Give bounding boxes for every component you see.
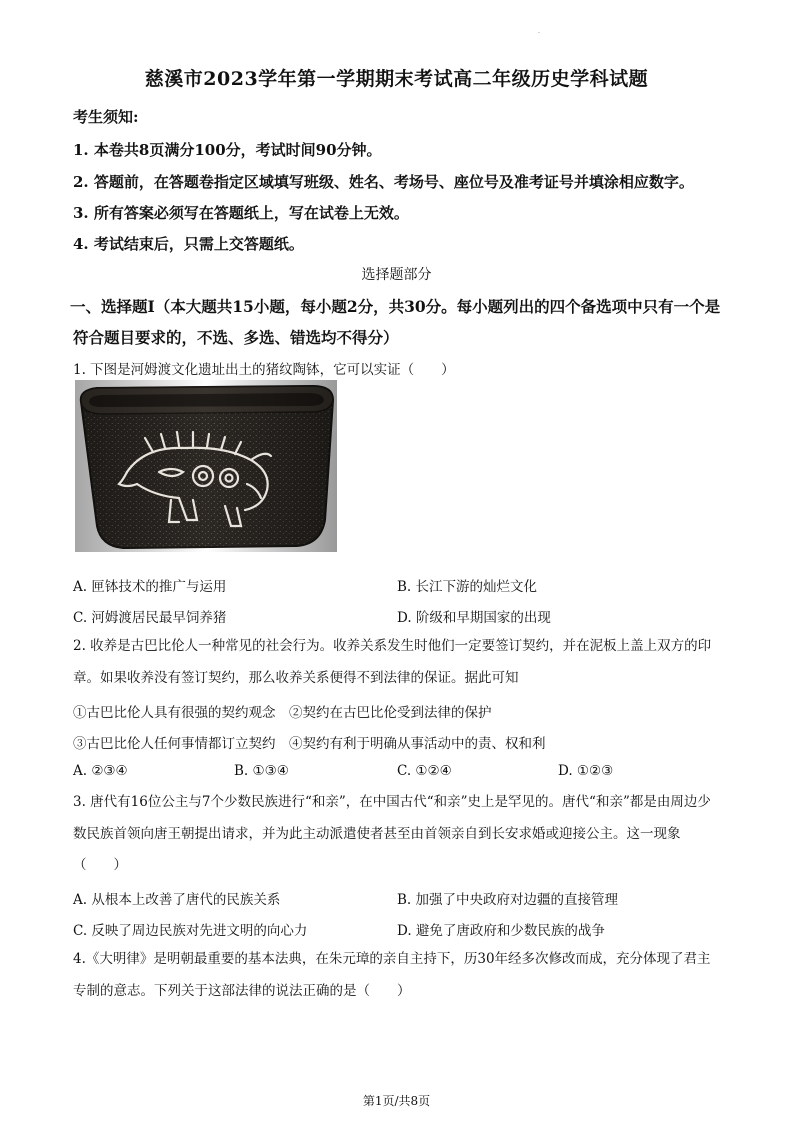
exam-title: 慈溪市2023学年第一学期期末考试高二年级历史学科试题: [144, 68, 649, 90]
notice-item: 3. 所有答案必须写在答题纸上，写在试卷上无效。: [73, 204, 409, 222]
question-4-stem: 4.《大明律》是明朝最重要的基本法典，在朱元璋的亲自主持下，历30年经多次修改而成，充分体现了君主专制的意志。下列关于这部法律的说法正确的是（ ）: [73, 951, 711, 999]
question-3-option-a: A. 从根本上改善了唐代的民族关系: [73, 892, 281, 908]
notice-item: 2. 答题前，在答题卷指定区域填写班级、姓名、考场号、座位号及准考证号并填涂相应数字。: [73, 173, 694, 191]
question-3-option-b: B. 加强了中央政府对边疆的直接管理: [397, 892, 619, 908]
notice-item: 4. 考试结束后，只需上交答题纸。: [73, 235, 304, 253]
page-footer: 第1页/共8页: [362, 1094, 431, 1108]
question-2-option-c: C. ①②④: [397, 763, 452, 779]
question-2-statements-line-1: ①古巴比伦人具有很强的契约观念 ②契约在古巴比伦受到法律的保护: [73, 705, 492, 721]
pig-pattern-pottery-bowl-image: [75, 380, 337, 552]
question-1-option-c: C. 河姆渡居民最早饲养猪: [73, 610, 227, 626]
question-2-option-d: D. ①②③: [558, 763, 614, 779]
question-2-option-a: A. ②③④: [73, 763, 128, 779]
question-1-stem: 1. 下图是河姆渡文化遗址出土的猪纹陶钵，它可以实证（ ）: [73, 362, 455, 378]
question-1-option-d: D. 阶级和早期国家的出现: [397, 610, 551, 626]
question-2-option-b: B. ①③④: [234, 763, 289, 779]
notice-heading: 考生须知:: [73, 108, 139, 126]
section-title: 选择题部分: [361, 267, 432, 283]
notice-item: 1. 本卷共8页满分100分，考试时间90分钟。: [73, 141, 382, 159]
question-3-option-c: C. 反映了周边民族对先进文明的向心力: [73, 923, 308, 939]
question-3-stem: 3. 唐代有16位公主与7个少数民族进行“和亲”，在中国古代“和亲”史上是罕见的。唐代“和亲”都是由周边少数民族首领向唐王朝提出请求，并为此主动派遣使者甚至由首领亲自到长安求婚或迎接公主。这一现象（ ）: [73, 794, 711, 873]
section1-instructions: 一、选择题Ⅰ（本大题共15小题，每小题2分，共30分。每小题列出的四个备选项中只有一个是符合题目要求的，不选、多选、错选均不得分）: [70, 297, 721, 347]
question-1-option-a: A. 匣钵技术的推广与运用: [73, 579, 227, 595]
question-2-stem: 2. 收养是古巴比伦人一种常见的社会行为。收养关系发生时他们一定要签订契约，并在泥板上盖上双方的印章。如果收养没有签订契约，那么收养关系便得不到法律的保证。据此可知: [73, 638, 712, 686]
scan-dot: .: [538, 28, 540, 35]
question-2-statements-line-2: ③古巴比伦人任何事情都订立契约 ④契约有利于明确从事活动中的责、权和利: [73, 736, 546, 752]
question-3-option-d: D. 避免了唐政府和少数民族的战争: [397, 923, 605, 939]
question-1-option-b: B. 长江下游的灿烂文化: [397, 579, 538, 595]
